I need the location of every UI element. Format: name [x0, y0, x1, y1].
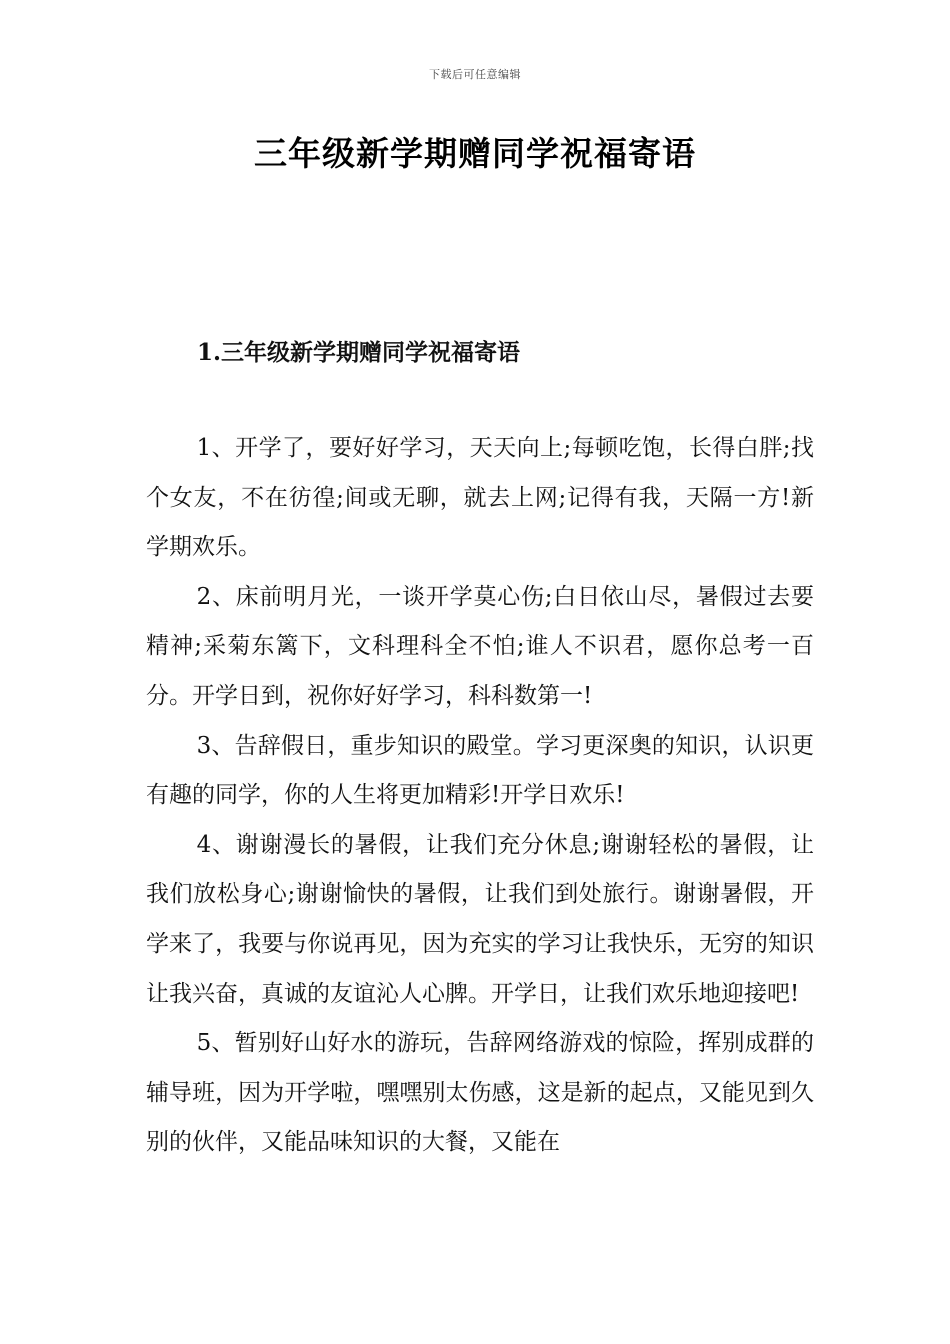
body-text	[146, 424, 814, 1168]
paragraph-1: 1、开学了，要好好学习，天天向上;每顿吃饱，长得白胖;找个女友，不在彷徨;间或无聊，就去上网;记得有我，天隔一方!新学期欢乐。	[146, 435, 814, 561]
document-title: 三年级新学期赠同学祝福寄语	[254, 134, 696, 173]
header-note: 下载后可任意编辑	[429, 68, 521, 81]
paragraph-2: 2、床前明月光，一谈开学莫心伤;白日依山尽，暑假过去要精神;采菊东篱下，文科理科全不怕;谁人不识君，愿你总考一百分。开学日到，祝你好好学习，科科数第一!	[146, 583, 814, 709]
paragraph-4: 4、谢谢漫长的暑假，让我们充分休息;谢谢轻松的暑假，让我们放松身心;谢谢愉快的暑假，让我们到处旅行。谢谢暑假，开学来了，我要与你说再见，因为充实的学习让我快乐，无穷的知识让我兴奋，真诚的友谊沁人心脾。开学日，让我们欢乐地迎接吧!	[146, 831, 814, 1007]
paragraph-3: 3、告辞假日，重步知识的殿堂。学习更深奥的知识，认识更有趣的同学，你的人生将更加精彩!开学日欢乐!	[146, 732, 814, 809]
section-heading: 1.三年级新学期赠同学祝福寄语	[197, 339, 521, 366]
paragraph-5: 5、暂别好山好水的游玩，告辞网络游戏的惊险，挥别成群的辅导班，因为开学啦，嘿嘿别太伤感，这是新的起点，又能见到久别的伙伴，又能品味知识的大餐，又能在	[146, 1030, 814, 1156]
